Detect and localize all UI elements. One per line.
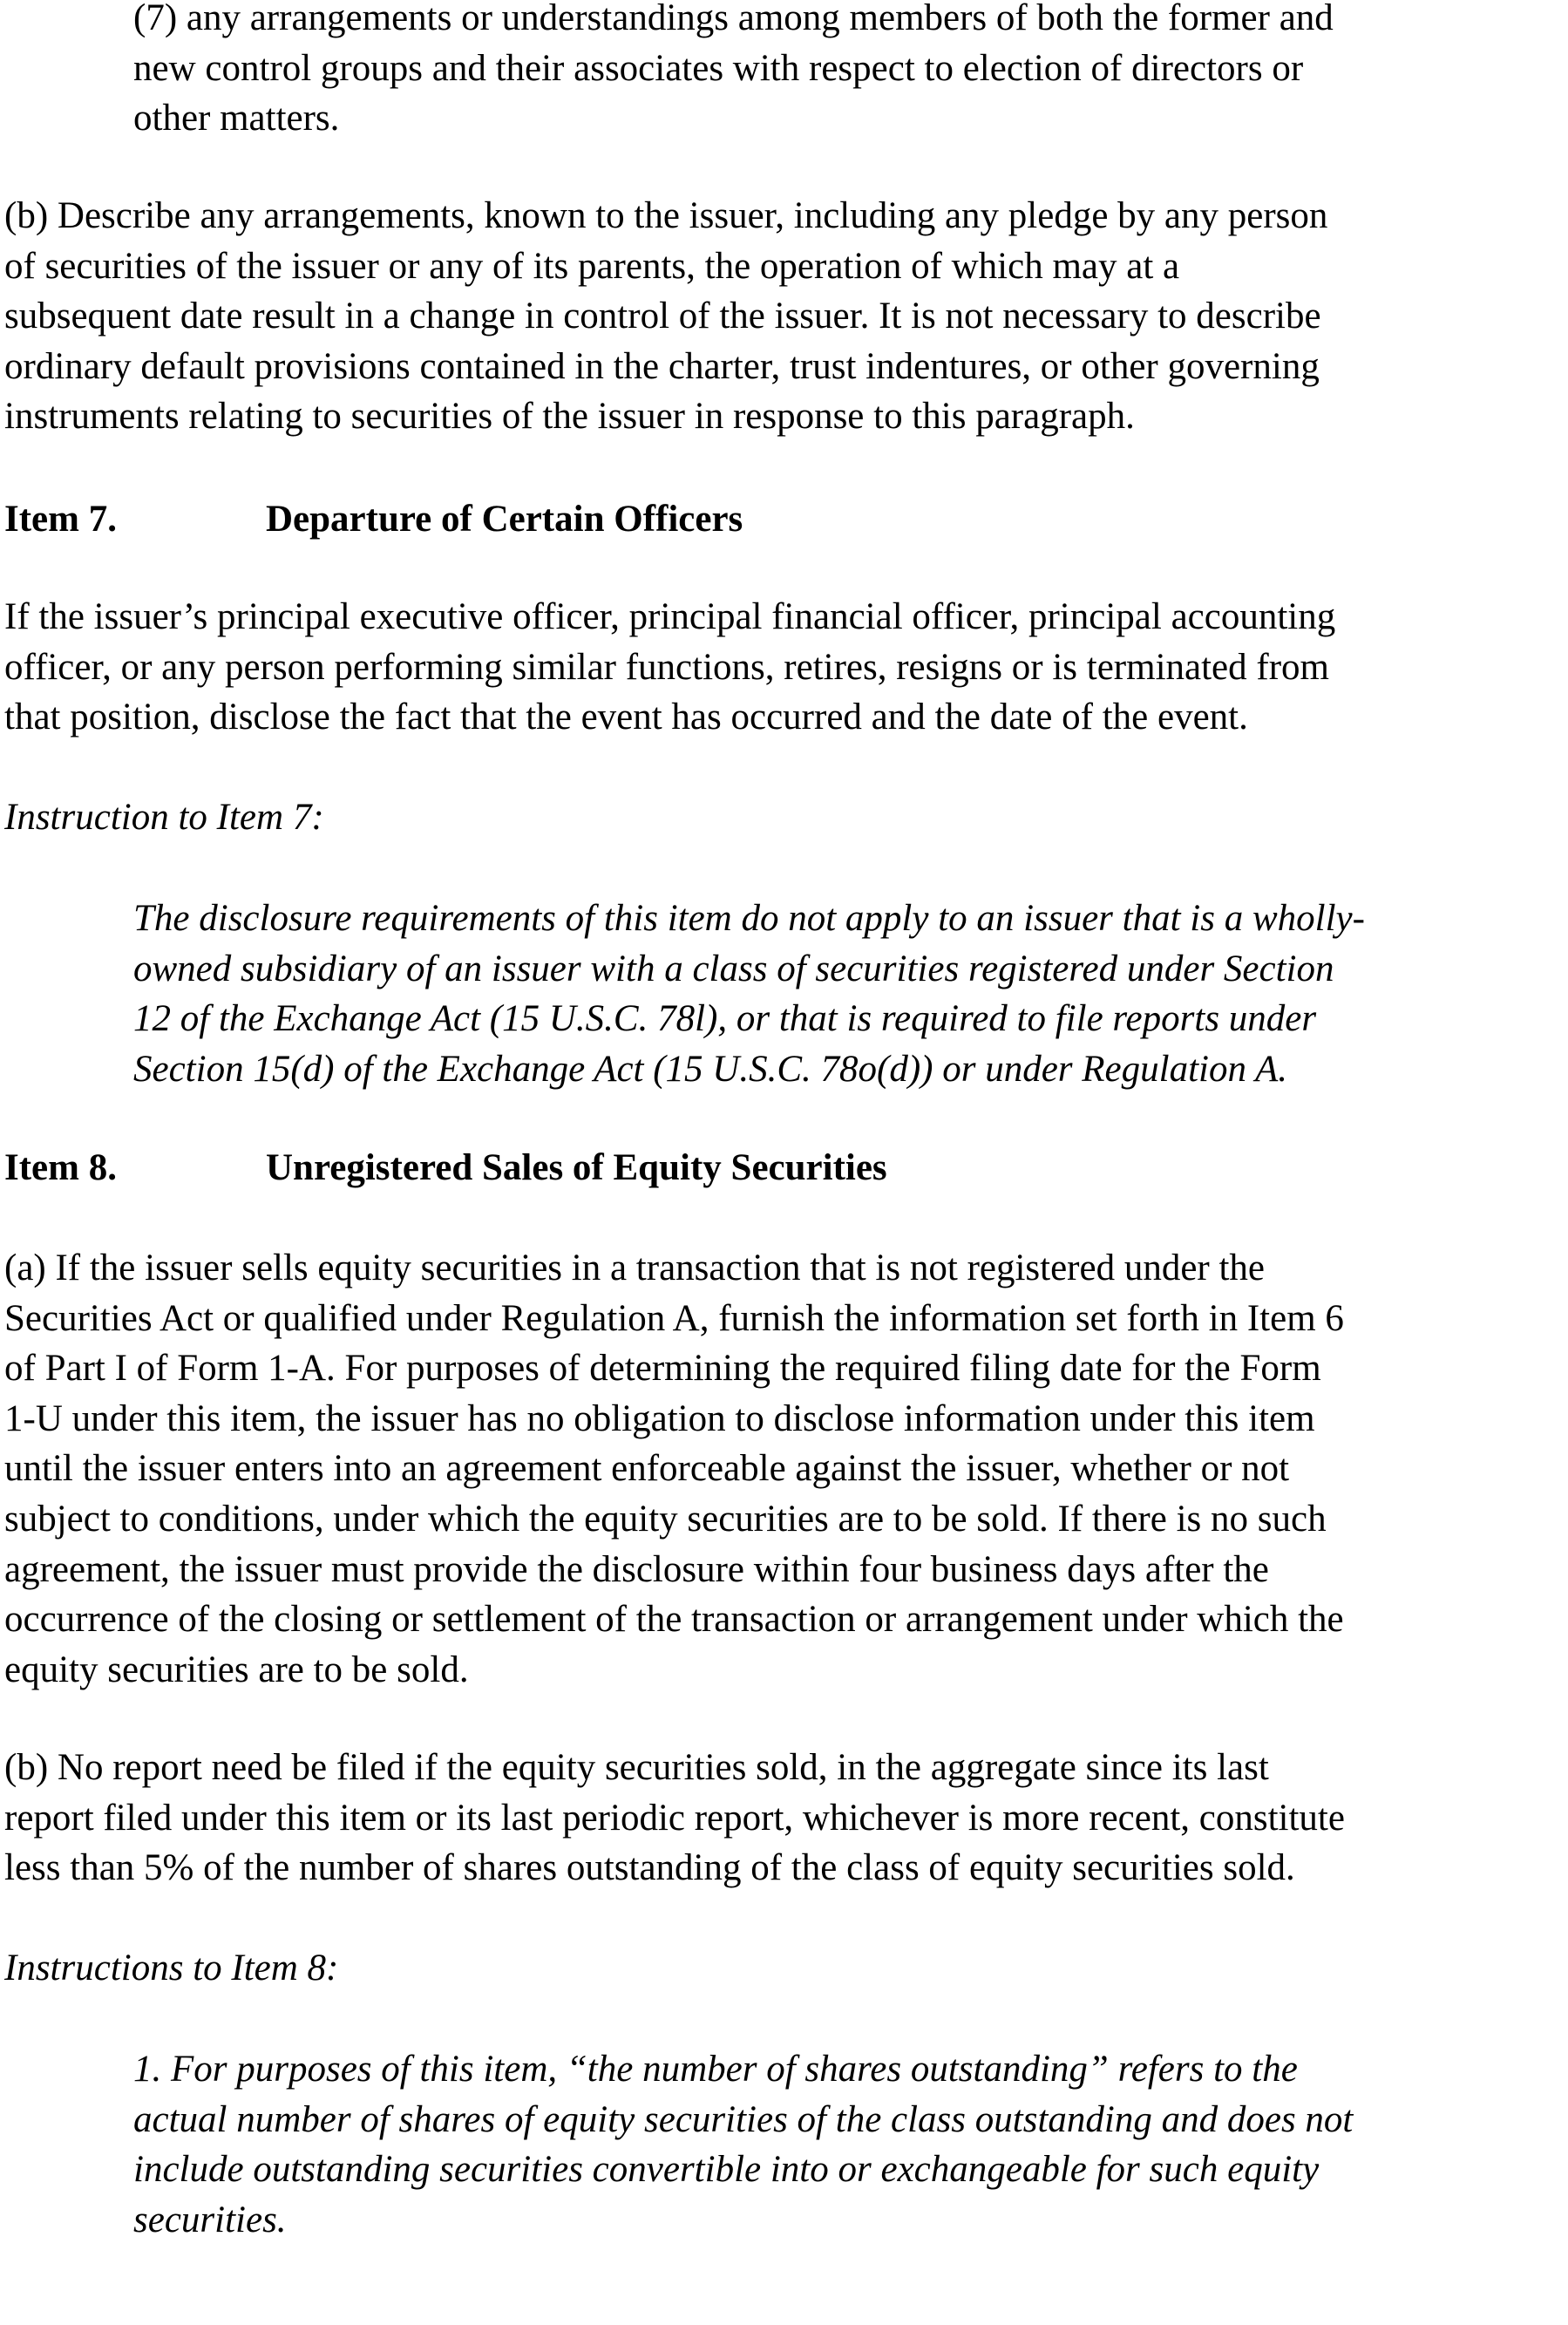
- text-line: Securities Act or qualified under Regulation A, furnish the information set forth in Item 6: [4, 1297, 1344, 1339]
- text-line: Section 15(d) of the Exchange Act (15 U.S.C. 78o(d)) or under Regulation A.: [133, 1048, 1287, 1090]
- text-line: 12 of the Exchange Act (15 U.S.C. 78l), or that is required to file reports under: [133, 998, 1317, 1040]
- item8-paragraph-a: [4, 1243, 1344, 1695]
- text-line: of securities of the issuer or any of its parents, the operation of which may at a: [4, 245, 1180, 287]
- item8-title: Unregistered Sales of Equity Securities: [266, 1147, 887, 1188]
- text-line: subsequent date result in a change in control of the issuer. It is not necessary to describe: [4, 296, 1321, 337]
- text-line: The disclosure requirements of this item do not apply to an issuer that is a wholly-: [133, 898, 1365, 939]
- text-line: (b) Describe any arrangements, known to the issuer, including any pledge by any person: [4, 195, 1328, 236]
- text-line: Instructions to Item 8:: [4, 1948, 339, 1988]
- text-line: occurrence of the closing or settlement of the transaction or arrangement under which the: [4, 1599, 1344, 1641]
- text-line: 1-U under this item, the issuer has no obligation to disclose information under this item: [4, 1397, 1315, 1439]
- text-line: include outstanding securities convertible into or exchangeable for such equity: [133, 2149, 1320, 2191]
- text-line: other matters.: [133, 98, 340, 139]
- item7-instruction-heading: [4, 792, 324, 843]
- text-line: ordinary default provisions contained in the charter, trust indentures, or other governing: [4, 345, 1320, 387]
- item8-instructions-heading: [4, 1943, 338, 1994]
- item7-heading: [4, 494, 1050, 545]
- item8-paragraph-b: [4, 1743, 1345, 1893]
- text-line: 1. For purposes of this item, “the number of shares outstanding” refers to the: [133, 2049, 1298, 2090]
- item6-paragraph-7: [133, 0, 1334, 144]
- text-line: agreement, the issuer must provide the disclosure within four business days after the: [4, 1548, 1269, 1590]
- text-line: new control groups and their associates with respect to election of directors or: [133, 47, 1304, 89]
- text-line: instruments relating to securities of the issuer in response to this paragraph.: [4, 396, 1135, 438]
- text-line: (b) No report need be filed if the equity securities sold, in the aggregate since its last: [4, 1747, 1269, 1788]
- text-line: officer, or any person performing similar functions, retires, resigns or is terminated from: [4, 646, 1329, 688]
- text-line: (a) If the issuer sells equity securities in a transaction that is not registered under the: [4, 1247, 1266, 1288]
- item7-instruction-text: [133, 894, 1365, 1094]
- text-line: subject to conditions, under which the equity securities are to be sold. If there is no such: [4, 1498, 1327, 1540]
- item6-paragraph-b: [4, 191, 1327, 442]
- text-line: less than 5% of the number of shares outstanding of the class of equity securities sold.: [4, 1847, 1295, 1889]
- text-line: until the issuer enters into an agreement enforceable against the issuer, whether or not: [4, 1448, 1290, 1490]
- text-line: If the issuer’s principal executive officer, principal financial officer, principal accounting: [4, 596, 1336, 637]
- text-line: actual number of shares of equity securities of the class outstanding and does not: [133, 2098, 1354, 2140]
- item7-number: Item 7.: [4, 499, 117, 540]
- item8-heading: [4, 1143, 1225, 1193]
- text-line: Instruction to Item 7:: [4, 797, 324, 838]
- item7-title: Departure of Certain Officers: [266, 499, 743, 540]
- item8-number: Item 8.: [4, 1147, 117, 1188]
- text-line: (7) any arrangements or understandings among members of both the former and: [133, 0, 1334, 38]
- text-line: securities.: [133, 2199, 287, 2240]
- item7-body: [4, 592, 1335, 743]
- text-line: report filed under this item or its last periodic report, whichever is more recent, constitute: [4, 1797, 1345, 1839]
- item8-instruction-1: [133, 2044, 1353, 2245]
- text-line: equity securities are to be sold.: [4, 1649, 469, 1690]
- text-line: owned subsidiary of an issuer with a class of securities registered under Section: [133, 948, 1334, 989]
- text-line: that position, disclose the fact that the event has occurred and the date of the event.: [4, 697, 1248, 738]
- text-line: of Part I of Form 1-A. For purposes of determining the required filing date for the Form: [4, 1348, 1321, 1390]
